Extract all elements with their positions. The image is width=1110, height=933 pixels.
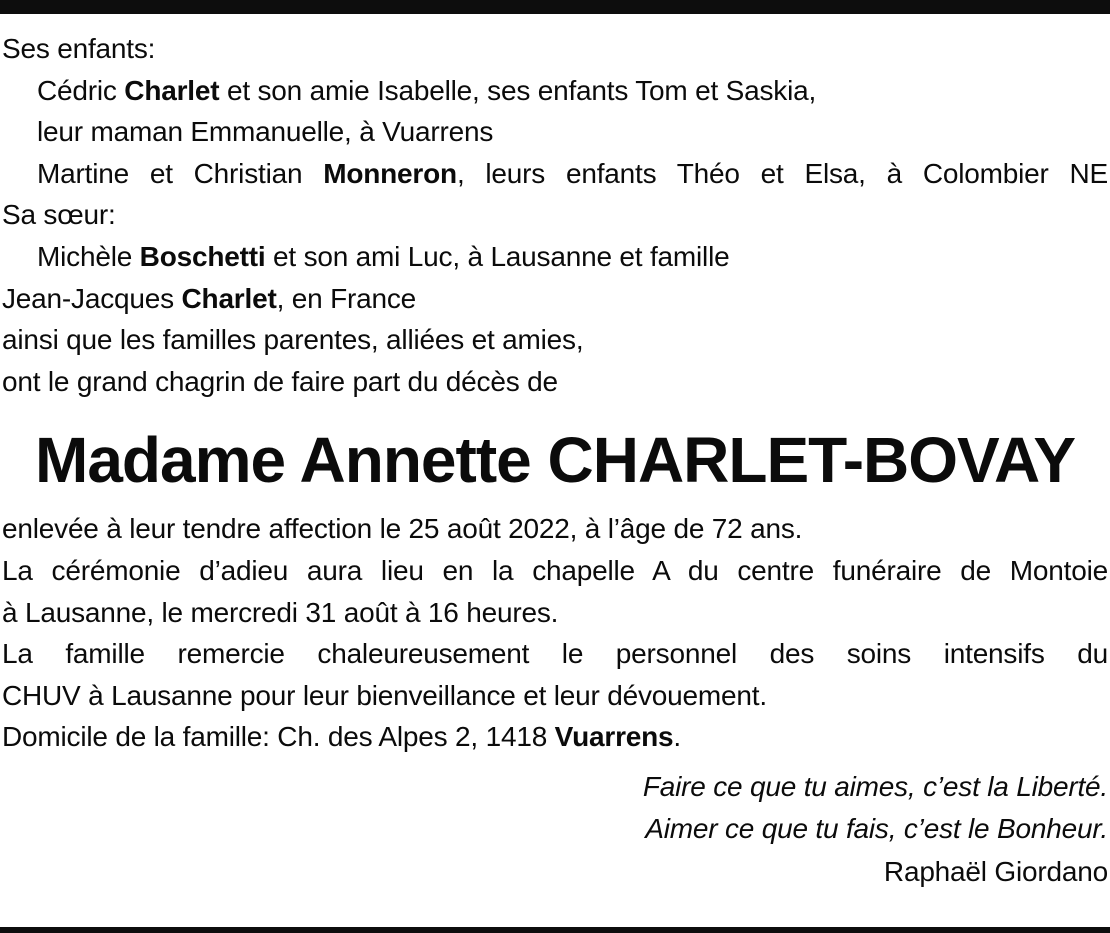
- text-line: [2, 633, 1108, 675]
- text-line: [2, 278, 1108, 320]
- bold-text-segment: Charlet: [124, 74, 220, 106]
- deceased-name-title: Madame Annette CHARLET-BOVAY: [35, 424, 1075, 497]
- text-line: [2, 851, 1108, 894]
- text-segment: et son ami Luc, à Lausanne et famille: [265, 240, 730, 272]
- text-segment: Martine et Christian: [37, 157, 324, 189]
- text-segment: Ses enfants:: [2, 33, 156, 64]
- text-segment: leur maman Emmanuelle, à Vuarrens: [37, 116, 494, 148]
- text-line: [2, 319, 1108, 361]
- text-segment: Faire ce que tu aimes, c’est la Liberté.: [642, 770, 1108, 802]
- bold-text-segment: Boschetti: [139, 240, 266, 272]
- bold-text-segment: Monneron: [323, 157, 457, 189]
- text-line: [2, 716, 1108, 758]
- family-lines-block: [2, 28, 1108, 402]
- ceremony-details-block: [2, 508, 1108, 758]
- text-line: [2, 550, 1108, 592]
- bold-text-segment: Charlet: [181, 282, 277, 314]
- text-segment: Raphaël Giordano: [883, 855, 1108, 887]
- text-line: [2, 28, 1108, 70]
- text-segment: La famille remercie chaleureusement le personnel des soins intensifs du: [2, 638, 1108, 670]
- text-segment: Jean-Jacques: [2, 282, 182, 314]
- text-line: [2, 111, 1108, 153]
- bold-text-segment: Vuarrens: [554, 721, 674, 753]
- text-line: [2, 194, 1108, 236]
- text-line: [2, 766, 1108, 809]
- text-segment: La cérémonie d’adieu aura lieu en la chapelle A du centre funéraire de Montoie: [2, 554, 1108, 586]
- text-segment: enlevée à leur tendre affection le 25 août 2022, à l’âge de 72 ans.: [2, 513, 803, 545]
- top-border-rule: [0, 0, 1110, 14]
- text-segment: Cédric: [37, 74, 125, 106]
- text-segment: Michèle: [37, 240, 140, 272]
- text-segment: et son amie Isabelle, ses enfants Tom et Saskia,: [219, 74, 817, 106]
- text-line: [2, 70, 1108, 112]
- text-line: [2, 236, 1108, 278]
- text-segment: à Lausanne, le mercredi 31 août à 16 heures.: [2, 596, 559, 628]
- text-line: [2, 153, 1108, 195]
- text-segment: Aimer ce que tu fais, c’est le Bonheur.: [645, 813, 1108, 845]
- text-line: [2, 808, 1108, 851]
- quote-block: [2, 766, 1108, 894]
- bottom-border-rule: [0, 927, 1110, 933]
- text-segment: CHUV à Lausanne pour leur bienveillance et leur dévouement.: [2, 679, 767, 711]
- text-segment: ont le grand chagrin de faire part du décès de: [2, 365, 558, 397]
- text-line: [2, 508, 1108, 550]
- text-line: [2, 592, 1108, 634]
- text-segment: , leurs enfants Théo et Elsa, à Colombier NE: [456, 157, 1109, 189]
- text-segment: .: [673, 721, 682, 753]
- text-line: [2, 361, 1108, 403]
- text-segment: ainsi que les familles parentes, alliées et amies,: [2, 324, 584, 356]
- text-segment: , en France: [276, 282, 417, 314]
- text-segment: Domicile de la famille: Ch. des Alpes 2, 1418: [2, 721, 555, 753]
- text-line: [2, 675, 1108, 717]
- text-segment: Sa sœur:: [2, 199, 116, 231]
